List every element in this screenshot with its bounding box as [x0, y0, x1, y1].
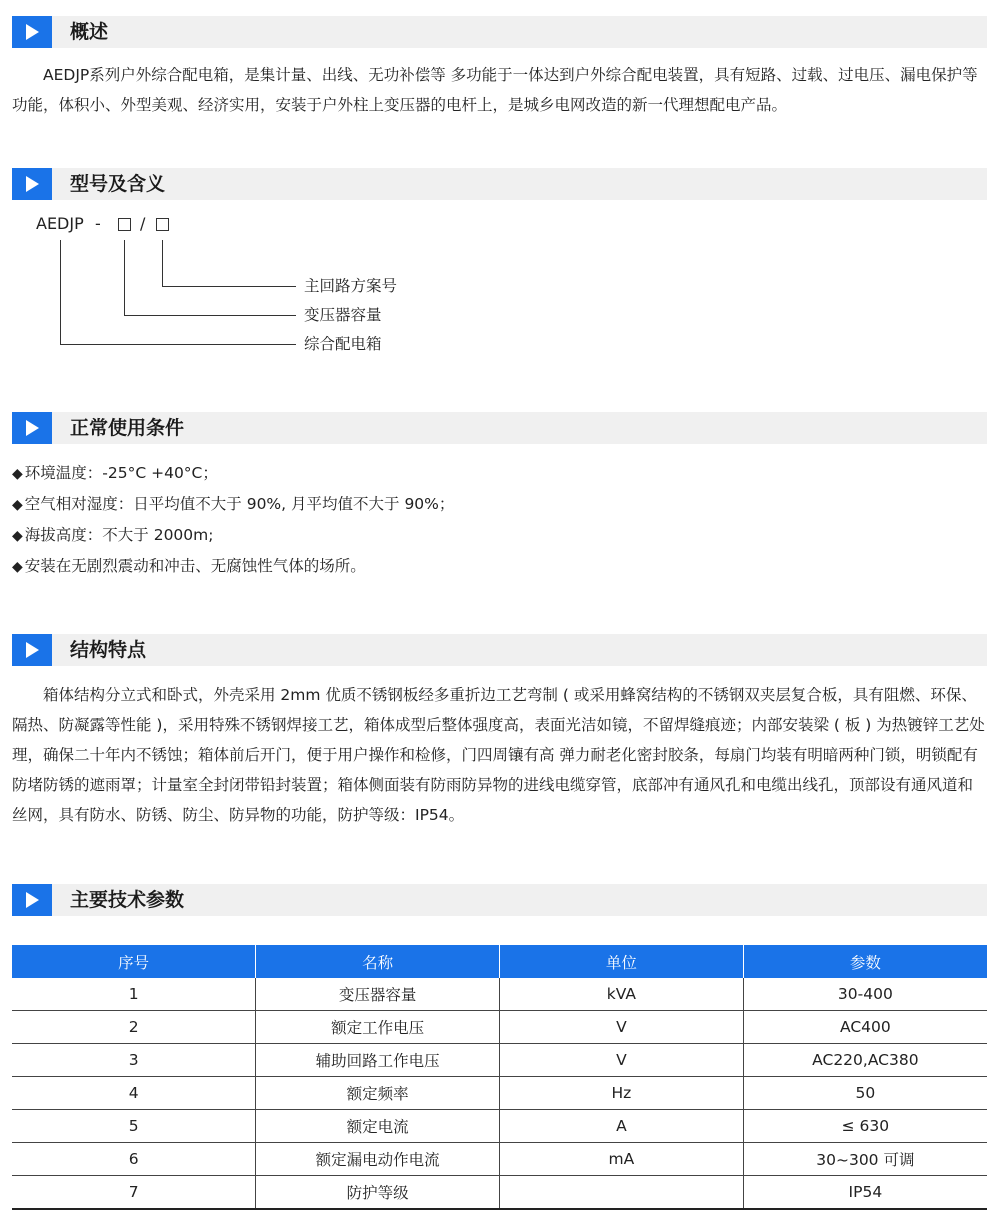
model-code-diagram: [0, 210, 500, 360]
section-header-params: [12, 884, 987, 916]
table-cell: [500, 1176, 744, 1210]
list-item: ◆ 环境温度：-25°C +40°C；: [12, 464, 218, 482]
table-cell: 额定频率: [256, 1077, 500, 1110]
section-header-conditions: [12, 412, 987, 444]
leader-line: [60, 344, 296, 345]
table-cell: ≤ 630: [743, 1110, 987, 1143]
table-cell: mA: [500, 1143, 744, 1176]
play-triangle-icon: [12, 884, 52, 916]
label-transformer-capacity: 变压器容量: [304, 306, 382, 324]
table-cell: 防护等级: [256, 1176, 500, 1210]
section-header-overview: [12, 16, 987, 48]
section-title: 主要技术参数: [70, 889, 185, 911]
table-cell: 50: [743, 1077, 987, 1110]
table-row: [12, 1011, 987, 1044]
table-cell: 30~300 可调: [743, 1143, 987, 1176]
model-code-dash: -: [95, 214, 101, 233]
section-header-model: [12, 168, 987, 200]
column-header: 单位: [500, 945, 744, 978]
model-code-prefix: AEDJP: [36, 214, 84, 233]
table-cell: 7: [12, 1176, 256, 1210]
table-cell: V: [500, 1011, 744, 1044]
label-distribution-box: 综合配电箱: [304, 335, 382, 353]
diamond-bullet-icon: ◆: [12, 559, 23, 575]
table-row: [12, 1110, 987, 1143]
list-item: ◆ 空气相对湿度：日平均值不大于 90%, 月平均值不大于 90%；: [12, 495, 455, 513]
section-title: 型号及含义: [70, 173, 166, 195]
list-item: ◆ 安装在无剧烈震动和冲击、无腐蚀性气体的场所。: [12, 557, 366, 575]
section-title: 结构特点: [70, 639, 147, 661]
label-main-circuit-scheme: 主回路方案号: [304, 277, 398, 295]
conditions-list: [12, 458, 988, 582]
diamond-bullet-icon: ◆: [12, 528, 23, 544]
table-cell: AC220,AC380: [743, 1044, 987, 1077]
column-header: 参数: [743, 945, 987, 978]
table-row: [12, 1143, 987, 1176]
column-header: 名称: [256, 945, 500, 978]
list-item: ◆ 海拔高度：不大于 2000m;: [12, 526, 214, 544]
table-cell: 变压器容量: [256, 978, 500, 1011]
structure-paragraph: 箱体结构分立式和卧式，外壳采用 2mm 优质不锈钢板经多重折边工艺弯制 ( 或采用蜂窝结构的不锈钢双夹层复合板，具有阻燃、环保、隔热、防凝露等性能 )，采用特殊不锈钢焊接工艺，箱体成型后整体强度高，表面光洁如镜，不留焊缝痕迹；内部安装梁 ( 板 ) 为热镀锌工艺处理，确保二十年内不锈蚀；箱体前后开门，便于用户操作和检修，门四周镶有高 弹力耐老化密封胶条，每扇门均装有明暗两种门锁，明锁配有防堵防锈的遮雨罩；计量室全封闭带铅封装置；箱体侧面装有防雨防异物的进线电缆穿管，底部冲有通风孔和电缆出线孔，顶部设有通风道和丝网，具有防水、防锈、防尘、防异物的功能，防护等级：IP54。: [12, 686, 985, 824]
table-cell: 5: [12, 1110, 256, 1143]
table-cell: 6: [12, 1143, 256, 1176]
section-header-structure: [12, 634, 987, 666]
section-title: 正常使用条件: [70, 417, 185, 439]
table-cell: 1: [12, 978, 256, 1011]
leader-line: [124, 240, 125, 315]
play-triangle-icon: [12, 412, 52, 444]
section-title: 概述: [70, 21, 109, 43]
params-table: [12, 945, 987, 1210]
model-code-slash: /: [140, 214, 146, 233]
table-cell: 30-400: [743, 978, 987, 1011]
scheme-placeholder-box: [156, 218, 169, 231]
capacity-placeholder-box: [118, 218, 131, 231]
table-cell: kVA: [500, 978, 744, 1011]
table-header-row: [12, 945, 987, 978]
table-cell: 额定电流: [256, 1110, 500, 1143]
play-triangle-icon: [12, 634, 52, 666]
table-cell: IP54: [743, 1176, 987, 1210]
table-cell: 额定漏电动作电流: [256, 1143, 500, 1176]
table-cell: 3: [12, 1044, 256, 1077]
play-triangle-icon: [12, 16, 52, 48]
table-cell: 额定工作电压: [256, 1011, 500, 1044]
leader-line: [124, 315, 296, 316]
table-cell: 2: [12, 1011, 256, 1044]
table-row: [12, 1044, 987, 1077]
leader-line: [60, 240, 61, 344]
table-cell: 辅助回路工作电压: [256, 1044, 500, 1077]
play-triangle-icon: [12, 168, 52, 200]
table-row: [12, 1176, 987, 1210]
table-cell: Hz: [500, 1077, 744, 1110]
column-header: 序号: [12, 945, 256, 978]
overview-paragraph: AEDJP系列户外综合配电箱，是集计量、出线、无功补偿等 多功能于一体达到户外综合配电装置，具有短路、过载、过电压、漏电保护等功能，体积小、外型美观、经济实用，安装于户外柱上变压器的电杆上，是城乡电网改造的新一代理想配电产品。: [12, 66, 978, 114]
table-cell: A: [500, 1110, 744, 1143]
diamond-bullet-icon: ◆: [12, 466, 23, 482]
leader-line: [162, 286, 296, 287]
table-row: [12, 978, 987, 1011]
table-cell: AC400: [743, 1011, 987, 1044]
table-row: [12, 1077, 987, 1110]
leader-line: [162, 240, 163, 286]
table-cell: V: [500, 1044, 744, 1077]
diamond-bullet-icon: ◆: [12, 497, 23, 513]
table-cell: 4: [12, 1077, 256, 1110]
